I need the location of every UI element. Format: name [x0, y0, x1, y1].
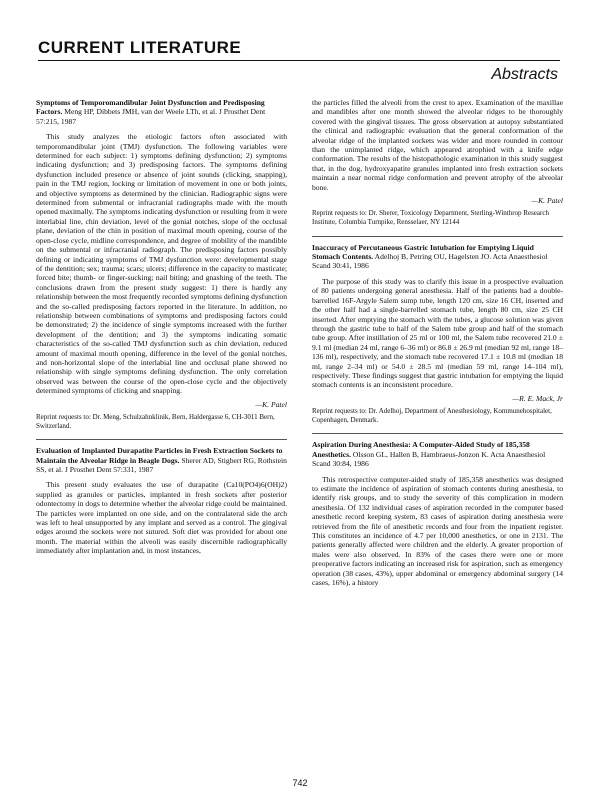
divider — [36, 439, 287, 440]
article-body: The purpose of this study was to clarify this issue in a prospective evaluation of 80 patients undergoing general anesthesia. Half of the patients had a double-barrelled 16F-Argyle Salem sump tube, length 120 cm, size 16 CH, inserted and the other half had a single-barrelled stomach tube, length 80 cm, size 25 CH inserted. After emptying the stomach with the tubes, a glucose solution was given through the gastric tube to half of the Salem tube group and half of the stomach tube group. After instillation of 25 ml or 100 ml, the Salem tube recovered 21.0 ± 9.1 ml (median 24 ml, range 6–36 ml) or 86.8 ± 26.9 ml (median 92 ml, range 18–136 ml), respectively, and the stomach tube recovered 17.1 ± 10.8 ml (median 18 ml, range 2–34 ml) or 54.0 ± 28.5 ml (median 59 ml, range 14–104 ml), respectively. These findings suggest that gastric intubation for emptying the liquid stomach contents is an inconsistent procedure. — [312, 276, 563, 390]
reprint-note: Reprint requests to: Dr. Meng, Schulzahnklinik, Bern, Haldergasse 6, CH-3011 Bern, Switzerland. — [36, 413, 275, 430]
reprint-note: Reprint requests to: Dr. Adelhoj, Department of Anesthesiology, Kommunehospitalet, Copenhagen, Denmark. — [312, 407, 552, 424]
reprint-note: Reprint requests to: Dr. Sherer, Toxicology Department, Sterling-Winthrop Research Institute, Columbia Turnpike, Rensselaer, NY 12144 — [312, 209, 549, 227]
left-column — [36, 98, 287, 560]
abstract-tmj — [36, 98, 287, 430]
section-heading: CURRENT LITERATURE — [38, 38, 242, 57]
header-rule — [38, 60, 560, 61]
divider — [312, 236, 563, 237]
article-signature: —K. Patel — [531, 196, 563, 206]
abstract-durapatite — [36, 446, 287, 555]
article-body-continued: the particles filled the alveoli from the crest to apex. Examination of the maxillae and mandibles after one month showed the alveolar ridges to be thoroughly covered with the gingival tissues. The gross observation at autopsy substantiated the clinical and radiographic evaluation that the general conformation of the alveolar ridge of the implanted sockets was wider and more rounded in contour than the unimplanted ridge, which appeared atrophied with a knife edge conformation. The results of the histopathologic examination in this study suggest that, in the dog, hydroxyapatite granules implanted into fresh extraction sockets maintain a near normal ridge conformation and prevent atrophy of the alveolar bone. — [312, 98, 563, 192]
subsection-heading: Abstracts — [491, 66, 558, 83]
divider — [312, 433, 563, 434]
article-body: This retrospective computer-aided study of 185,358 anesthetics was designed to estimate the incidence of aspiration of stomach contents during anesthesia, to identify risk groups, and to study the severity of this complication in modern anesthesia. Of 132 individual cases of aspiration recorded in the computer based anesthetic record keeping system, 83 cases of aspiration during anesthesia were retrieved from the file of anesthetic records and four from the inpatient register. This constitutes an incidence of 4.7 per 10,000 anesthetics, or one in 2131. The patients generally affected were children and the elderly. A greater proportion of males were also observed. In 83% of the cases there were one or more preoperative factors indicating an increased risk for aspiration, such as emergency operation (38 cases, 43%), upper abdominal or emergency abdominal surgery (14 cases, 16%), a history — [312, 474, 563, 588]
article-signature: —R. E. Mack, Jr — [512, 393, 563, 403]
article-body: This present study evaluates the use of durapatite (Ca10(PO4)6(OH)2) supplied as granules or particles, implanted in fresh sockets after posterior odontectomy in dogs to determine whether the alveolar ridge could be maintained. The particles were implanted on one side, and on the contralateral side the arch was left to heal unsupported by any implant and served as a control. The gingival edges around the sockets were not sutured. Soft diet was provided for about one month. The material within the alveoli was easily discernible radiographically immediately after implantation and, in most instances, — [36, 480, 287, 556]
abstract-durapatite-continued — [312, 98, 563, 227]
article-title: Evaluation of Implanted Durapatite Particles in Fresh Extraction Sockets to Maintain the Alveolar Ridge in Beagle Dogs. Sherer AD, Stigbert RG, Rothstein SS, et al. J Prosthet Dent 57:331, 1987 — [36, 446, 287, 474]
article-title: Symptoms of Temporomandibular Joint Dysfunction and Predisposing Factors. Meng HP, Dibbets JMH, van der Weele LTh, et al. J Prosthet Dent 57:215, 1987 — [36, 98, 266, 126]
right-column — [312, 98, 563, 591]
article-title: Aspiration During Anesthesia: A Computer-Aided Study of 185,358 Anesthetics. Olsson GL, Hallen B, Hambraeus-Jonzon K. Acta Anaesthesiol Scand 30:84, 1986 — [312, 440, 546, 469]
article-body: This study analyzes the etiologic factors often associated with temporomandibular joint (TMJ) dysfunction. The following variables were determined for each subject: 1) symptoms defining dysfunction; 2) symptoms indicating dysfunction; and 3) predisposing factors. The symptoms defining dysfunction included presence or absence of joint sounds (clicking, snapping), pain in the TMJ region, locking or limitation of movement in one or both joints, and objective symptoms as determined by the clinician. Radiographic signs were determined from submental or infracranial radiographs made with the mouth opened maximally. The symptoms indicating dysfunction or resulting from it were interlabial line, chin deviation, level of the gonial notches, slope of the occlusal plane, deviation of the chin in position of maximal mouth opening, course of the open-close cycle, midline correspondence, and degree of mobility of the mandible on the submental or infracranial radiograph. The predisposing factors possibly defining or indicating symptoms of TMJ dysfunction were: developmental stage of the dentition; sex; trauma; scars; ulcers; difference in the capacity to masticate; forced bite; thumb- or finger-sucking; nail biting; and gnashing of the teeth. The conclusions drawn from the present study suggest: 1) there is hardly any relationship between the most frequently recorded symptoms defining dysfunction and the so-called predisposing factors reported in the literature. In addition, no relationship between combinations of symptoms and predisposing factors could be demonstrated; 2) the incidence of single symptoms increased with the further development of the dentition; and 3) the symptoms indicating somatic characteristics of the so-called TMJ dysfunction such as chin deviation, reduced amount of maximal mouth opening, difference in the level of the gonial notches, and non-horizontal slope of the interlabial line and occlusal plane showed no relationship with single symptoms defining dysfunction. The only correlation observed was between the course of the open-close cycle and the objectively determined symptoms of clicking and snapping. — [36, 132, 287, 396]
article-signature: —K. Patel — [255, 399, 287, 409]
abstract-gastric-intubation — [312, 243, 563, 425]
abstract-aspiration — [312, 440, 563, 587]
page-number: 742 — [292, 778, 308, 788]
article-title: Inaccuracy of Percutaneous Gastric Intubation for Emptying Liquid Stomach Contents. Adelhoj B, Petring OU, Hagelsten JO. Acta Anaesthesiol Scand 30:41, 1986 — [312, 242, 548, 271]
